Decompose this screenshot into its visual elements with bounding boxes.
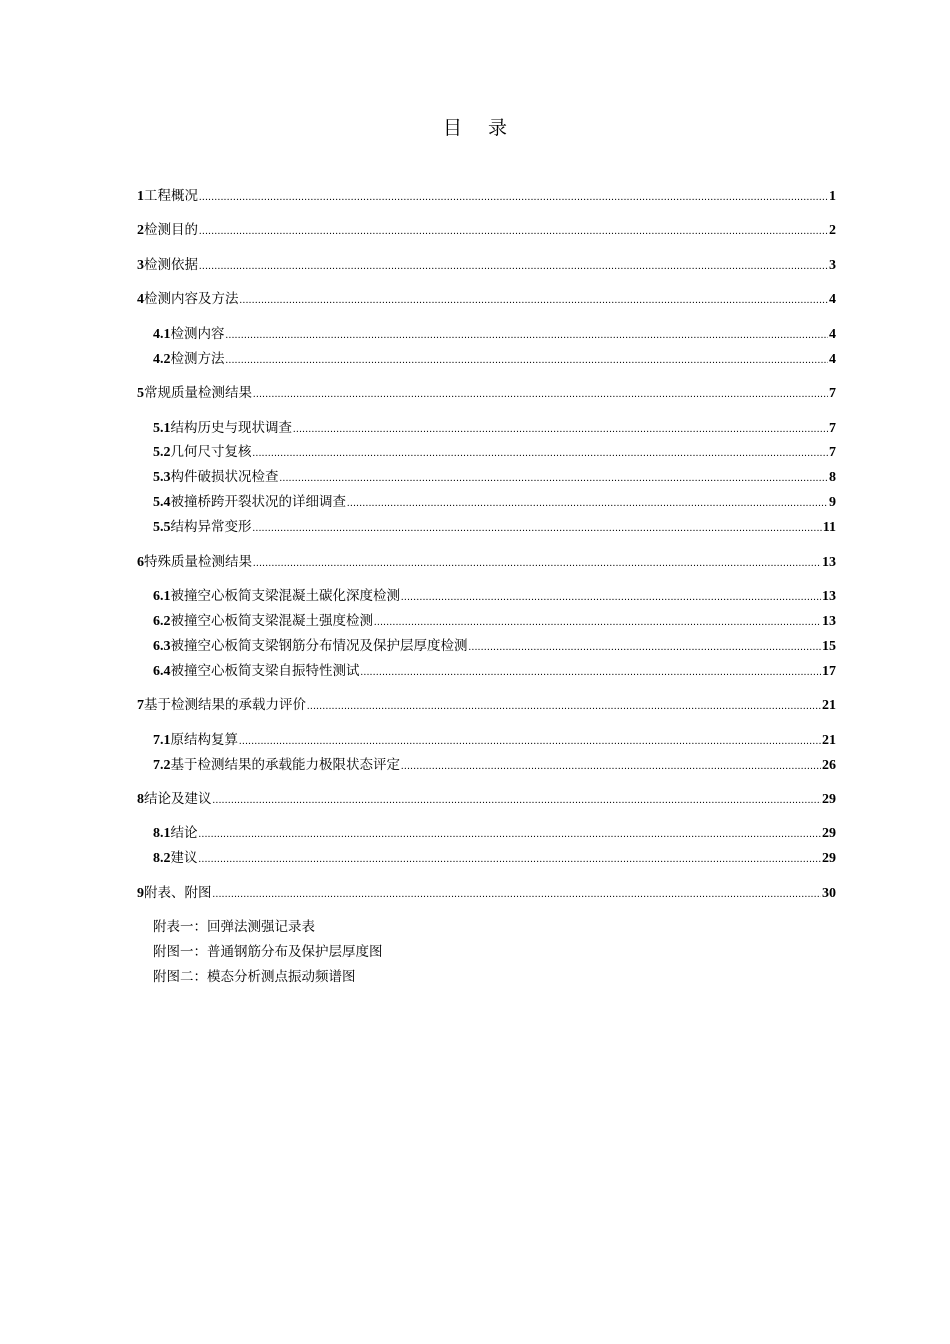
leader-dots [213,885,822,905]
title-char-1: 目 [442,117,462,139]
toc-entry-5-5[interactable] [153,517,836,537]
toc-entry-number: 5.5 [153,520,171,535]
toc-entry-6[interactable] [137,552,836,572]
leader-dots [253,444,829,464]
toc-entry-page: 3 [829,258,836,273]
toc-entry-page: 29 [822,826,836,841]
toc-entry-4-1[interactable] [153,324,836,344]
toc-entry-label: 被撞空心板简支梁钢筋分布情况及保护层厚度检测 [170,638,468,654]
toc-entry-number: 5.3 [153,470,171,485]
toc-entry-page: 9 [829,495,836,510]
leader-dots [361,663,822,683]
toc-entry-page: 7 [829,445,836,460]
leader-dots [226,351,829,371]
toc-entry-4-2[interactable] [153,349,836,369]
toc-entry-4[interactable] [137,289,836,309]
toc-entry-6-3[interactable] [153,636,836,656]
toc-entry-8-1[interactable] [153,823,836,843]
toc-entry-page: 2 [829,223,836,238]
toc-entry-number: 4.2 [153,352,171,367]
leader-dots [239,732,821,752]
toc-entry-label: 附表、附图 [144,885,212,901]
toc-entry-page: 29 [822,792,836,807]
toc-entry-label: 检测目的 [144,222,198,238]
toc-entry-label: 基于检测结果的承载能力极限状态评定 [170,757,400,773]
toc-entry-label: 工程概况 [144,188,198,204]
toc-entry-label: 检测内容 [170,326,225,342]
toc-entry-label: 被撞空心板简支梁自振特性测试 [170,663,360,679]
toc-entry-6-4[interactable] [153,661,836,681]
leader-dots [280,469,829,489]
leader-dots [199,257,828,277]
toc-entry-number: 8 [137,792,144,807]
toc-entry-page: 26 [822,758,836,773]
leader-dots [226,326,829,346]
title-char-2: 录 [488,117,508,139]
appendix-item-3: 附图二：模态分析测点振动频谱图 [153,969,356,985]
toc-entry-number: 6 [137,555,144,570]
toc-entry-number: 6.1 [153,589,171,604]
toc-entry-page: 17 [822,664,836,679]
toc-entry-number: 5 [137,386,144,401]
leader-dots [253,385,828,405]
toc-entry-5-1[interactable] [153,418,836,438]
toc-entry-page: 15 [822,639,836,654]
toc-entry-label: 建议 [170,850,198,866]
toc-entry-page: 4 [829,327,836,342]
toc-entry-5[interactable] [137,383,836,403]
toc-entry-label: 结构历史与现状调查 [170,420,292,436]
toc-entry-number: 6.2 [153,614,171,629]
toc-entry-6-1[interactable] [153,586,836,606]
toc-entry-number: 5.1 [153,421,171,436]
toc-entry-7-1[interactable] [153,730,836,750]
toc-entry-number: 4.1 [153,327,171,342]
toc-entry-9[interactable] [137,883,836,903]
toc-entry-number: 5.4 [153,495,171,510]
toc-entry-3[interactable] [137,255,836,275]
toc-entry-label: 检测方法 [170,351,225,367]
toc-entry-2[interactable] [137,220,836,240]
toc-entry-page: 1 [829,189,836,204]
page-title [0,113,950,140]
leader-dots [199,850,822,870]
toc-entry-number: 6.4 [153,664,171,679]
toc-entry-page: 30 [822,886,836,901]
leader-dots [213,791,822,811]
toc-entry-number: 4 [137,292,144,307]
leader-dots [253,519,822,539]
toc-entry-page: 29 [822,851,836,866]
toc-entry-page: 13 [822,589,836,604]
toc-entry-label: 特殊质量检测结果 [144,554,252,570]
toc-entry-label: 被撞桥跨开裂状况的详细调查 [170,494,346,510]
toc-entry-label: 检测依据 [144,257,198,273]
appendix-item-2: 附图一：普通钢筋分布及保护层厚度图 [153,944,383,960]
toc-entry-6-2[interactable] [153,611,836,631]
toc-entry-page: 13 [822,555,836,570]
toc-entry-label: 结论 [170,825,198,841]
toc-entry-number: 5.2 [153,445,171,460]
toc-entry-number: 1 [137,189,144,204]
toc-entry-label: 被撞空心板简支梁混凝土碳化深度检测 [170,588,400,604]
leader-dots [307,697,821,717]
leader-dots [199,188,828,208]
toc-entry-number: 6.3 [153,639,171,654]
toc-entry-5-3[interactable] [153,467,836,487]
toc-entry-page: 4 [829,352,836,367]
leader-dots [199,222,828,242]
toc-entry-7[interactable] [137,695,836,715]
toc-entry-8-2[interactable] [153,848,836,868]
toc-entry-page: 8 [829,470,836,485]
toc-entry-label: 检测内容及方法 [144,291,239,307]
toc-entry-page: 7 [829,421,836,436]
toc-entry-5-4[interactable] [153,492,836,512]
toc-entry-5-2[interactable] [153,442,836,462]
toc-entry-number: 9 [137,886,144,901]
toc-entry-label: 构件破损状况检查 [170,469,279,485]
toc-entry-number: 3 [137,258,144,273]
toc-entry-page: 21 [822,733,836,748]
toc-entry-7-2[interactable] [153,755,836,775]
leader-dots [374,613,821,633]
leader-dots [347,494,828,514]
toc-entry-number: 7.2 [153,758,171,773]
toc-entry-number: 2 [137,223,144,238]
toc-entry-page: 13 [822,614,836,629]
leader-dots [401,757,821,777]
toc-entry-number: 8.2 [153,851,171,866]
toc-entry-page: 11 [822,520,836,535]
leader-dots [293,420,828,440]
toc-entry-page: 4 [829,292,836,307]
leader-dots [469,638,822,658]
toc-entry-8[interactable] [137,789,836,809]
toc-entry-number: 8.1 [153,826,171,841]
toc-entry-number: 7.1 [153,733,171,748]
toc-entry-label: 几何尺寸复核 [170,444,252,460]
toc-entry-number: 7 [137,698,144,713]
leader-dots [253,554,821,574]
toc-entry-label: 原结构复算 [170,732,238,748]
toc-entry-label: 常规质量检测结果 [144,385,252,401]
toc-entry-1[interactable] [137,186,836,206]
leader-dots [199,825,822,845]
toc-entry-label: 结构异常变形 [170,519,252,535]
toc-entry-label: 基于检测结果的承载力评价 [144,697,306,713]
toc-entry-page: 7 [829,386,836,401]
leader-dots [401,588,821,608]
toc-entry-page: 21 [822,698,836,713]
appendix-item-1: 附表一：回弹法测强记录表 [153,919,315,935]
toc-entry-label: 被撞空心板简支梁混凝土强度检测 [170,613,373,629]
leader-dots [240,291,829,311]
toc-entry-label: 结论及建议 [144,791,212,807]
